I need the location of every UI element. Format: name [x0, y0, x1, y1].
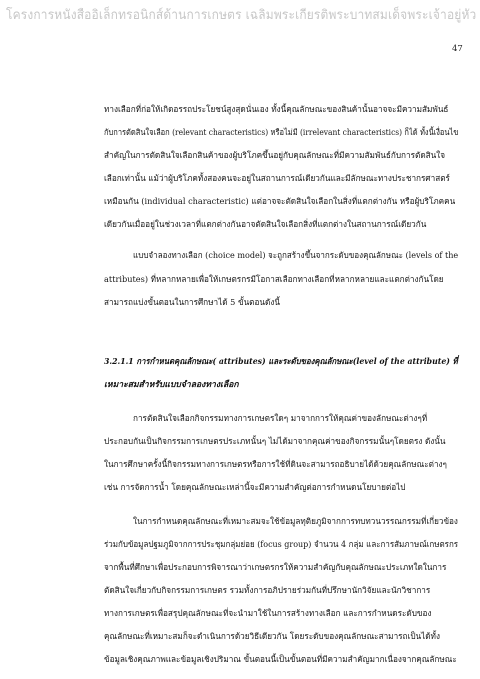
page-number: 47	[452, 44, 463, 54]
paragraph1-line: ทางเลือกที่ก่อให้เกิดอรรถประโยชน์สูงสุดนั่นเอง ทั้งนี้คุณลักษณะของสินค้านั้นอาจจะมีความสัมพันธ์	[104, 104, 449, 114]
paragraph1-line: เดียวกันเมื่ออยู่ในช่วงเวลาที่แตกต่างกันอาจตัดสินใจเลือกสิ่งที่แตกต่างในสถานการณ์เดียวกัน	[104, 219, 427, 229]
paragraph4-line: ในการกำหนดคุณลักษณะที่เหมาะสมจะใช้ข้อมูลทุติยภูมิจากการทบทวนวรรณกรรมที่เกี่ยวข้อง	[133, 516, 458, 526]
watermark-header: โครงการหนังสืออิเล็กทรอนิกส์ด้านการเกษตร เฉลิมพระเกียรติพระบาทสมเด็จพระเจ้าอยู่หัว	[6, 8, 477, 23]
section-heading: 3.2.1.1 การกำหนดคุณลักษณะ( attributes) และระดับของคุณลักษณะ(level of the attribute) ที่	[104, 357, 458, 367]
paragraph3-line: เช่น การจัดการน้ำ โดยคุณลักษณะเหล่านี้จะมีความสำคัญต่อการกำหนดนโยบายต่อไป	[104, 482, 406, 492]
paragraph4-line: ทางการเกษตรเพื่อสรุปคุณลักษณะที่จะนำมาใช้ในการสร้างทางเลือก และการกำหนดระดับของ	[104, 608, 432, 618]
paragraph4-line: ร่วมกับข้อมูลปฐมภูมิจากการประชุมกลุ่มย่อย (focus group) จำนวน 4 กลุ่ม และการสัมภาษณ์เกษตรกร	[104, 539, 459, 549]
paragraph3-line: การตัดสินใจเลือกกิจกรรมทางการเกษตรใดๆ มาจากการให้คุณค่าของลักษณะต่างๆที่	[133, 413, 428, 423]
paragraph1-line: เหมือนกัน (individual characteristic) แต่อาจจะตัดสินใจเลือกในสิ่งที่แตกต่างกัน หรือผู้บริโภคคน	[104, 196, 456, 206]
paragraph4-line: จากพื้นที่ศึกษาเพื่อประกอบการพิจารณาว่าเกษตรกรให้ความสำคัญกับคุณลักษณะประเภทใดในการ	[104, 562, 447, 572]
paragraph4-line: คุณลักษณะที่เหมาะสมก็จะดำเนินการด้วยวิธีเดียวกัน โดยระดับของคุณลักษณะสามารถเป็นได้ทั้ง	[104, 631, 440, 641]
paragraph2-line: attributes) ที่หลากหลายเพื่อให้เกษตรกรมีโอกาสเลือกทางเลือกที่หลากหลายและแตกต่างกันโดย	[104, 274, 444, 284]
section-heading: เหมาะสมสำหรับแบบจำลองทางเลือก	[104, 380, 239, 390]
paragraph3-line: ประกอบกันเป็นกิจกรรมการเกษตรประเภทนั้นๆ ไม่ได้มาจากคุณค่าของกิจกรรมนั้นๆโดยตรง ดังนั้น	[104, 436, 446, 446]
paragraph2-line: สามารถแบ่งขั้นตอนในการศึกษาได้ 5 ขั้นตอนดังนี้	[104, 297, 280, 307]
paragraph1-line: กับการตัดสินใจเลือก (relevant characteristics) หรือไม่มี (irrelevant characteristics) ก็ได้ ทั้งนี้เงื่อนไข	[104, 127, 459, 137]
paragraph3-line: ในการศึกษาครั้งนี้กิจกรรมทางการเกษตรหรือการใช้ที่ดินจะสามารถอธิบายได้ด้วยคุณลักษณะต่างๆ	[104, 459, 447, 469]
paragraph1-line: เลือกเท่านั้น แม้ว่าผู้บริโภคทั้งสองคนจะอยู่ในสถานการณ์เดียวกันและมีลักษณะทางประชากรศาสตร์	[104, 173, 450, 183]
paragraph4-line: ข้อมูลเชิงคุณภาพและข้อมูลเชิงปริมาณ ขั้นตอนนี้เป็นขั้นตอนที่มีความสำคัญมากเนื่องจากคุณลักษณะ	[104, 654, 457, 664]
paragraph1-line: สำคัญในการตัดสินใจเลือกสินค้าของผู้บริโภคขึ้นอยู่กับคุณลักษณะที่มีความสัมพันธ์กับการตัดสินใจ	[104, 150, 446, 160]
paragraph2-line: แบบจำลองทางเลือก (choice model) จะถูกสร้างขึ้นจากระดับของคุณลักษณะ (levels of the	[133, 250, 459, 260]
paragraph4-line: ตัดสินใจเกี่ยวกับกิจกรรมการเกษตร รวมทั้งการอภิปรายร่วมกันที่ปรึกษานักวิจัยและนักวิชาการ	[104, 585, 431, 595]
